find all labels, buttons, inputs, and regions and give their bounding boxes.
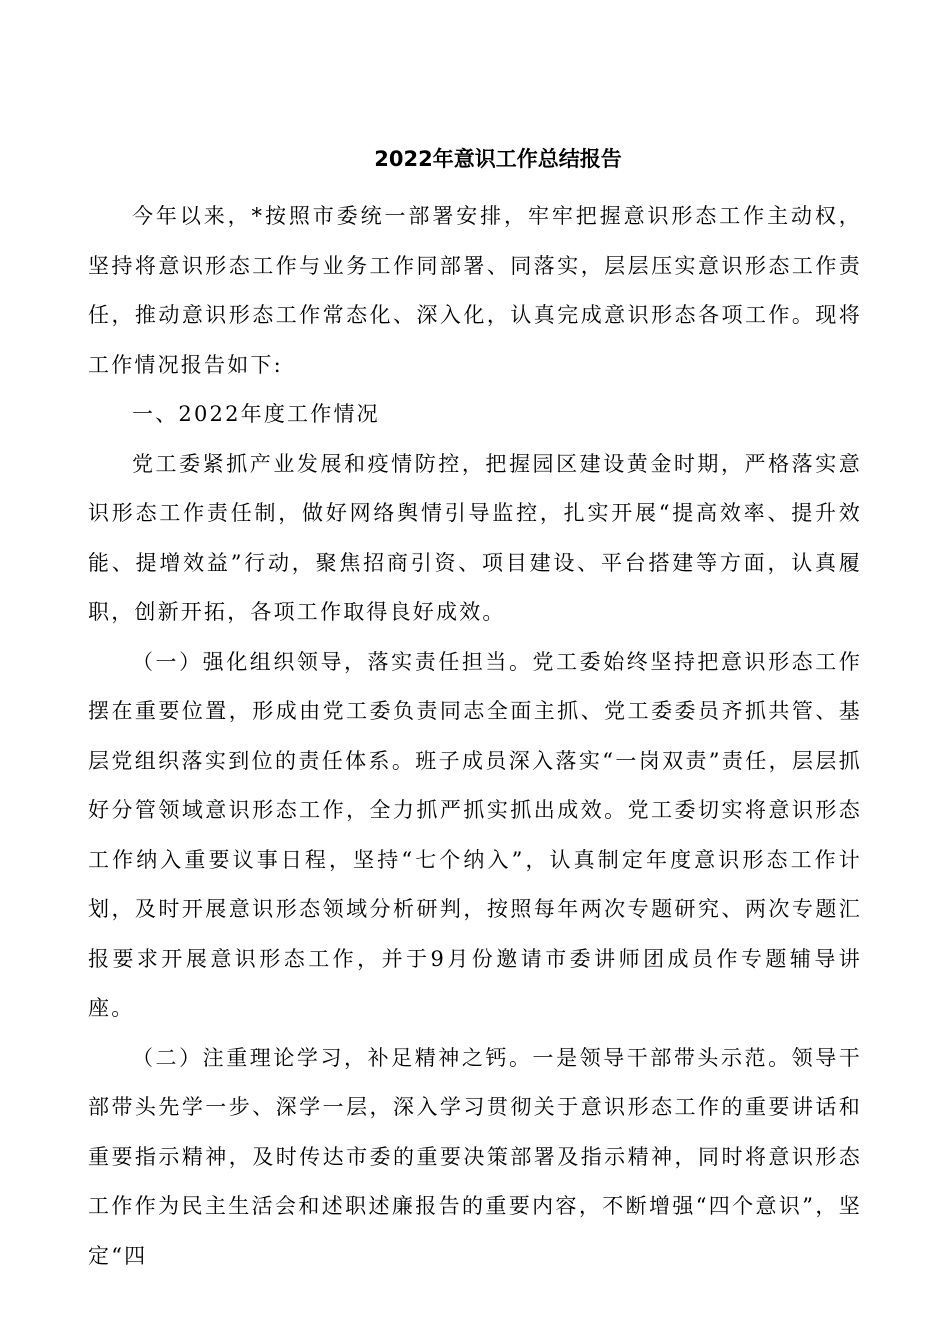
section-heading-1: 一、2022年度工作情况 [132,402,380,426]
paragraph-subsection-2: （二）注重理论学习，补足精神之钙。一是领导干部带头示范。领导干部带头先学一步、深学一层，深入学习贯彻关于意识形态工作的重要讲话和重要指示精神，及时传达市委的重要决策部署及指示精神，同时将意识形态工作作为民主生活会和述职述廉报告的重要内容，不断增强“四个意识”，坚定“四 [88,1045,862,1268]
paragraph-overview: 党工委紧抓产业发展和疫情防控，把握园区建设黄金时期，严格落实意识形态工作责任制，做好网络舆情引导监控，扎实开展“提高效率、提升效能、提增效益”行动，聚焦招商引资、项目建设、平台搭建等方面，认真履职，创新开拓，各项工作取得良好成效。 [88,451,862,624]
document-title: 2022年意识工作总结报告 [374,147,622,171]
paragraph-subsection-1: （一）强化组织领导，落实责任担当。党工委始终坚持把意识形态工作摆在重要位置，形成由党工委负责同志全面主抓、党工委委员齐抓共管、基层党组织落实到位的责任体系。班子成员深入落实“一岗双责”责任，层层抓好分管领域意识形态工作，全力抓严抓实抓出成效。党工委切实将意识形态工作纳入重要议事日程，坚持“七个纳入”，认真制定年度意识形态工作计划，及时开展意识形态领域分析研判，按照每年两次专题研究、两次专题汇报要求开展意识形态工作，并于9月份邀请市委讲师团成员作专题辅导讲座。 [88,649,862,1020]
paragraph-intro: 今年以来，*按照市委统一部署安排，牢牢把握意识形态工作主动权，坚持将意识形态工作与业务工作同部署、同落实，层层压实意识形态工作责任，推动意识形态工作常态化、深入化，认真完成意识形态各项工作。现将工作情况报告如下: [88,204,862,377]
document-body [88,192,862,1281]
